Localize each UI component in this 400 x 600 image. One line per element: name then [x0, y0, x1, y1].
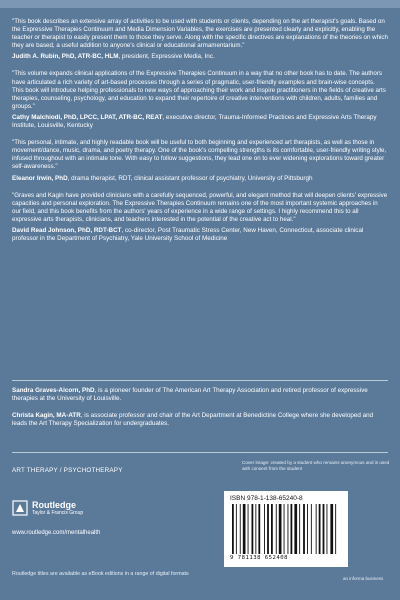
review-citation	[12, 114, 388, 130]
cover-credit: Cover image: created by a student who remains anonymous and is used with consent from the student	[242, 460, 390, 471]
reviewer-affiliation: , executive director, Trauma-Informed Practices and Expressive Arts Therapy Institute, Louisville, Kentucky	[12, 113, 377, 130]
author-bio	[12, 412, 388, 428]
author-description: , is associate professor and chair of the Art Department at Benedictine College where she developed and leads the Art Therapy Specialization for undergraduates.	[12, 412, 374, 428]
informa-tagline: an informa business	[343, 576, 384, 581]
author-description: , is a pioneer founder of The American Art Therapy Association and retired professor of expressive therapies at the University of Louisville.	[12, 387, 368, 403]
barcode	[230, 504, 342, 554]
publisher-url[interactable]: www.routledge.com/mentalhealth	[12, 530, 101, 536]
top-strip	[0, 0, 400, 8]
publisher-logo	[12, 500, 83, 516]
reviewer-name: Eleanor Irwin, PhD	[12, 174, 68, 182]
review-text: "This book describes an extensive array of activities to be used with students or clients, depending on the art therapist's goals. Based on the Expressive Therapies Continuum and Media Dimension Variables, the exercises are presented clearly and explicitly, enabling the teacher or therapist to easily present them to those they serve. Along with the specific directives are explanations of the theories on which they are based, a useful addition to anyone's clinical or educational armamentarium."	[12, 18, 388, 50]
review-citation	[12, 227, 388, 243]
routledge-logo-icon	[12, 500, 28, 516]
reviews-section	[12, 18, 388, 252]
reviewer-affiliation: , drama therapist, RDT, clinical assistant professor of psychiatry, University of Pittsburgh	[67, 174, 313, 182]
author-name: Sandra Graves-Alcorn, PhD	[12, 387, 95, 394]
reviewer-affiliation: , president, Expressive Media, Inc.	[118, 53, 215, 61]
author-name: Christa Kagin, MA-ATR	[12, 412, 81, 419]
author-bio	[12, 387, 388, 403]
reviewer-name: Cathy Malchiodi, PhD, LPCC, LPAT, ATR-BC, REAT	[12, 113, 163, 121]
ebook-note: Routledge titles are available as eBook editions in a range of digital formats	[12, 571, 189, 577]
section-divider	[12, 452, 388, 453]
review-citation	[12, 175, 388, 183]
barcode-digits: 9 781138 652408	[230, 555, 289, 561]
reviewer-name: David Read Johnson, PhD, RDT-BCT	[12, 226, 122, 234]
review-text: "This volume expands clinical applications of the Expressive Therapies Continuum in a way that no other book has to date. The authors have articulated a rich variety of art-based processes through a series of pragmatic, user-friendly examples and brain-wise concepts. This book will introduce helping professionals to new ways of approaching their work and inspire practitioners in the fields of creative arts therapies, counseling, psychology, and education to expand their repertoire of creative interventions with children, adults, families and groups."	[12, 70, 386, 110]
review-text: "Graves and Kagin have provided clinicians with a carefully sequenced, powerful, and elegant method that will deepen clients' expressive capacities and personal exploration. The Expressive Therapies Continuum remains one of the most important systemic approaches in our field, and this book benefits from the authors' years of experience in a wide range of settings. I highly recommend this to all expressive arts therapists, clinicians, and teachers interested in the potential of the creative act to heal."	[12, 191, 388, 223]
review-text: "This personal, intimate, and highly readable book will be useful to both beginning and experienced art therapists, as well as those in movement/dance, music, drama, and poetry therapy. One of the book's compelling strengths is its comfortable, user-friendly writing style, infused throughout with an intimate tone. With easy to follow suggestions, they lead one on to ever widening explorations toward greater self-awareness."	[12, 139, 387, 171]
isbn-barcode-box	[224, 491, 348, 567]
publisher-name: Routledge	[32, 500, 76, 510]
reviewer-name: Judith A. Rubin, PhD, ATR-BC, HLM	[12, 53, 119, 61]
review-citation	[12, 53, 388, 61]
isbn-label: ISBN 978-1-138-65240-8	[230, 495, 303, 502]
subject-category: ART THERAPY / PSYCHOTHERAPY	[12, 467, 123, 474]
reviewer-affiliation: , co-director, Post Traumatic Stress Center, New Haven, Connecticut, associate clinical professor in the Department of Psychiatry, Yale University School of Medicine	[12, 226, 364, 243]
section-divider	[12, 380, 388, 381]
publisher-subtitle: Taylor & Francis Group	[32, 510, 84, 516]
